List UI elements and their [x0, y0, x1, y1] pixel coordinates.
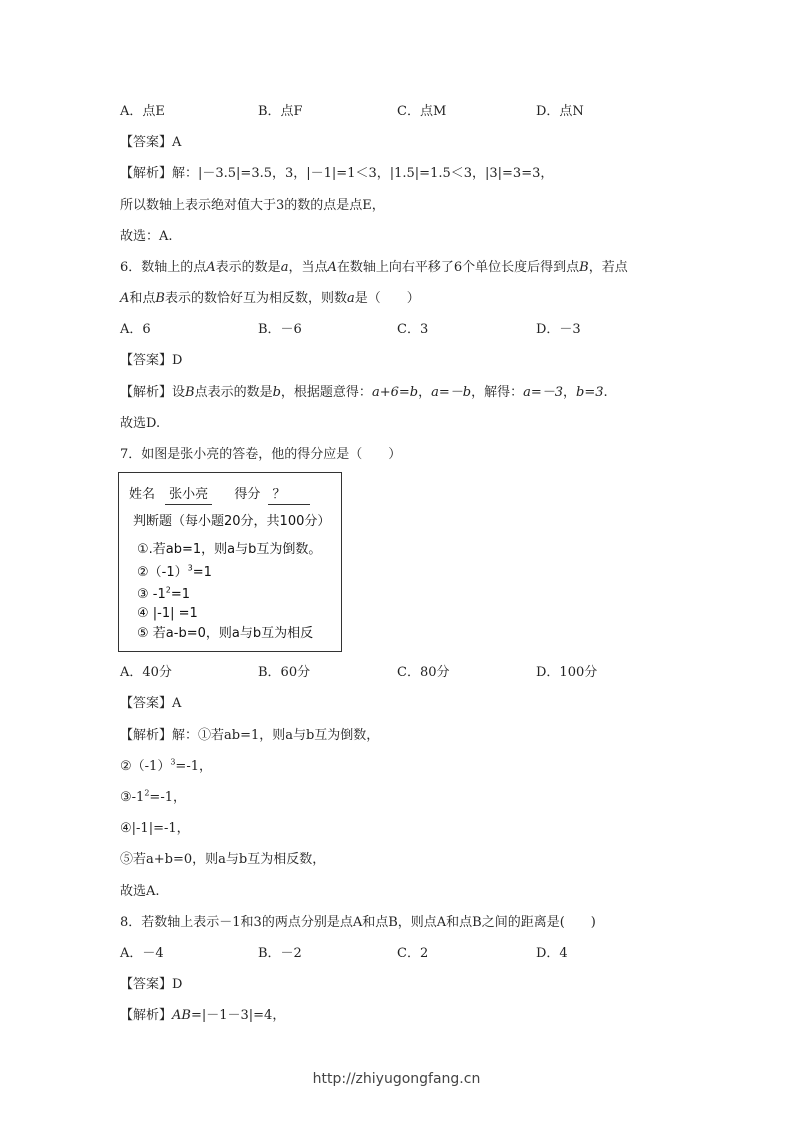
- card-item-1: ①.若ab=1，则a与b互为倒数。: [137, 542, 322, 557]
- q7-stem: 7．如图是张小亮的答卷，他的得分应是（ ）: [120, 447, 402, 462]
- q7-option-a: A．40分: [120, 665, 172, 680]
- q6-analysis: 【解析】设B点表示的数是b，根据题意得：a+6=b，a=－b，解得：a=－3，b=3.: [120, 385, 608, 400]
- q5-option-c: C．点M: [397, 104, 447, 119]
- score-label: 得分: [234, 487, 261, 502]
- q6-answer: 【答案】D: [120, 353, 183, 368]
- name-label: 姓名: [129, 487, 156, 502]
- q7-analysis-5: ⑤若a+b=0，则a与b互为相反数，: [120, 852, 326, 867]
- q6-stem-line1: 6．数轴上的点A表示的数是a，当点A在数轴上向右平移了6个单位长度后得到点B，若点: [120, 260, 628, 275]
- q7-option-c: C．80分: [397, 665, 450, 680]
- q5-option-b: B．点F: [258, 104, 303, 119]
- q6-option-c: C．3: [397, 322, 429, 337]
- answer-sheet-figure: [118, 472, 342, 652]
- card-item-4: ④ |-1| =1: [137, 606, 198, 621]
- q5-option-d: D．点N: [536, 104, 584, 119]
- q7-analysis-4: ④|-1|=-1，: [120, 821, 190, 836]
- q5-analysis-line2: 所以数轴上表示绝对值大于3的数的点是点E，: [120, 198, 385, 213]
- q7-analysis-2: $②(-1)^3=-1$，: [120, 757, 212, 774]
- q8-option-b: B．－2: [258, 946, 302, 961]
- card-header: [129, 486, 310, 505]
- q8-answer: 【答案】D: [120, 977, 183, 992]
- q8-stem: 8．若数轴上表示－1和3的两点分别是点A和点B，则点A和点B之间的距离是( ): [120, 915, 596, 930]
- q7-option-d: D．100分: [536, 665, 598, 680]
- q6-stem-line2: A和点B表示的数恰好互为相反数，则数a是（ ）: [120, 291, 420, 306]
- score-value: ？: [268, 486, 310, 505]
- card-item-5: ⑤ 若a-b=0，则a与b互为相反: [137, 626, 314, 641]
- q6-conclusion: 故选D.: [120, 416, 161, 431]
- q5-conclusion: 故选：A.: [120, 229, 173, 244]
- q6-option-d: D．－3: [536, 322, 581, 337]
- q7-analysis-3: $③-1^2=-1$，: [120, 788, 186, 805]
- q7-conclusion: 故选A.: [120, 884, 160, 899]
- footer-url[interactable]: http://zhiyugongfang.cn: [312, 1071, 481, 1087]
- q6-option-b: B．－6: [258, 322, 302, 337]
- q7-answer: 【答案】A: [120, 696, 182, 711]
- card-item-3: ③ $-1^2=1$: [137, 585, 191, 602]
- q8-option-d: D．4: [536, 946, 568, 961]
- q6-option-a: A．6: [120, 322, 151, 337]
- card-item-2: $②(-1)^3=1$: [137, 563, 212, 580]
- q7-option-b: B．60分: [258, 665, 311, 680]
- q8-option-c: C．2: [397, 946, 429, 961]
- q5-option-a: A．点E: [120, 104, 165, 119]
- q7-analysis-1: 【解析】解：①若ab=1，则a与b互为倒数，: [120, 728, 380, 743]
- card-section-title: 判断题（每小题20分，共100分）: [133, 514, 331, 529]
- q8-analysis: 【解析】AB=|－1－3|=4，: [120, 1008, 286, 1023]
- name-value: 张小亮: [165, 486, 212, 505]
- q5-answer: 【答案】A: [120, 135, 182, 150]
- q8-option-a: A．－4: [120, 946, 164, 961]
- q5-analysis: 【解析】解：|－3.5|=3.5，3，|－1|=1＜3，|1.5|=1.5＜3，|3|=3=3，: [120, 166, 554, 181]
